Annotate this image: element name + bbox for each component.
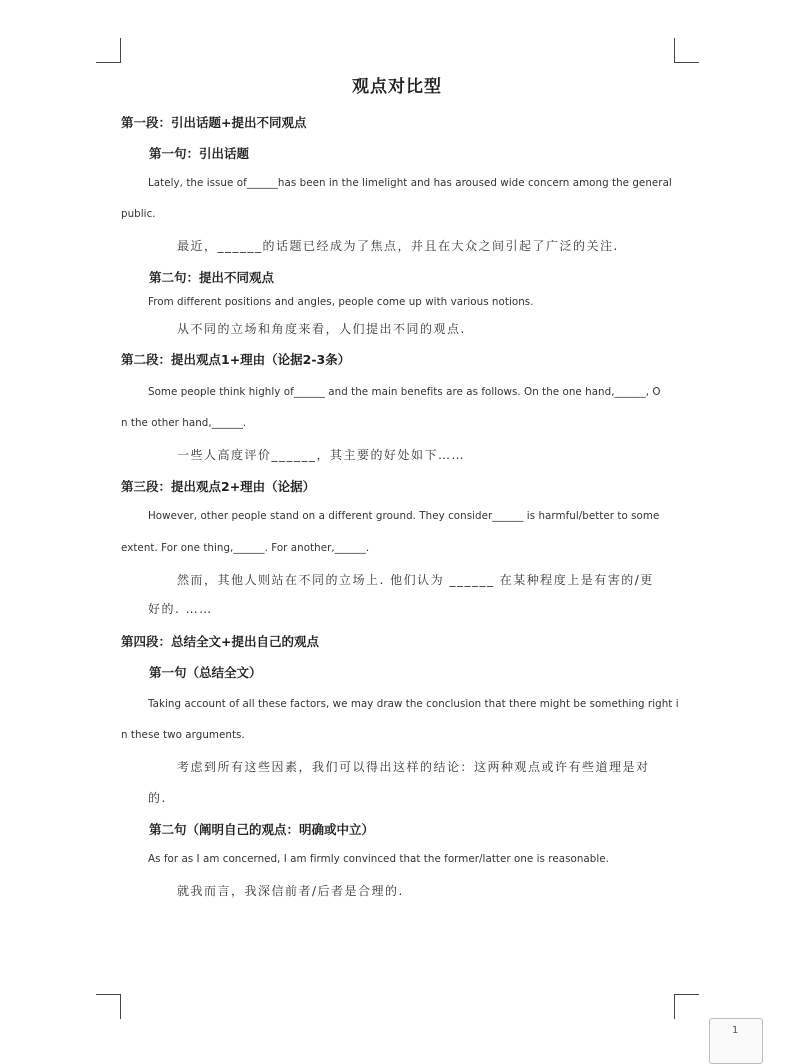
section4-heading: 第四段：总结全文+提出自己的观点 (121, 634, 319, 649)
section3-en-line2: extent. For one thing,______. For another,______. (121, 542, 370, 554)
section4-sentence1-cn-line1: 考虑到所有这些因素，我们可以得出这样的结论：这两种观点或许有些道理是对 (177, 760, 650, 774)
section4-sentence2-en: As for as I am concerned, I am firmly convinced that the former/latter one is reasonable. (148, 853, 609, 865)
section1-sentence1-cn: 最近，______的话题已经成为了焦点，并且在大众之间引起了广泛的关注. (177, 239, 619, 253)
section4-sentence1-en-line2: n these two arguments. (121, 729, 245, 741)
section1-sentence2-heading: 第二句：提出不同观点 (149, 270, 275, 285)
crop-mark-bottom-left (96, 994, 121, 1019)
crop-mark-top-right (674, 38, 699, 63)
section4-sentence1-cn-line2: 的. (148, 791, 167, 805)
crop-mark-bottom-right (674, 994, 699, 1019)
section1-sentence1-en-line1: Lately, the issue of______has been in the limelight and has aroused wide concern among the general (148, 177, 672, 189)
section3-en-line1: However, other people stand on a different ground. They consider______ is harmful/better to some (148, 510, 660, 522)
section4-sentence2-heading: 第二句（阐明自己的观点：明确或中立） (149, 822, 375, 837)
section2-cn: 一些人高度评价______，其主要的好处如下…… (177, 448, 466, 462)
section1-sentence2-en: From different positions and angles, people come up with various notions. (148, 296, 534, 308)
page-number-box (709, 1018, 763, 1064)
section3-heading: 第三段：提出观点2+理由（论据） (121, 479, 316, 494)
section1-sentence2-cn: 从不同的立场和角度来看，人们提出不同的观点. (177, 322, 466, 336)
section3-cn-line2: 好的. …… (148, 602, 213, 616)
section2-heading: 第二段：提出观点1+理由（论据2-3条） (121, 352, 351, 367)
section4-sentence1-heading: 第一句（总结全文） (149, 665, 262, 680)
section1-heading: 第一段：引出话题+提出不同观点 (121, 115, 307, 130)
section1-sentence1-en-line2: public. (121, 208, 156, 220)
page-number: 1 (732, 1025, 739, 1036)
crop-mark-top-left (96, 38, 121, 63)
section2-en-line1: Some people think highly of______ and the main benefits are as follows. On the one hand,______, O (148, 386, 661, 398)
page-title: 观点对比型 (352, 77, 442, 97)
section4-sentence2-cn: 就我而言，我深信前者/后者是合理的. (177, 884, 404, 898)
section1-sentence1-heading: 第一句：引出话题 (149, 146, 250, 161)
section4-sentence1-en-line1: Taking account of all these factors, we may draw the conclusion that there might be something right i (148, 698, 679, 710)
section2-en-line2: n the other hand,______. (121, 417, 247, 429)
section3-cn-line1: 然而，其他人则站在不同的立场上. 他们认为 ______ 在某种程度上是有害的/更 (177, 573, 654, 587)
